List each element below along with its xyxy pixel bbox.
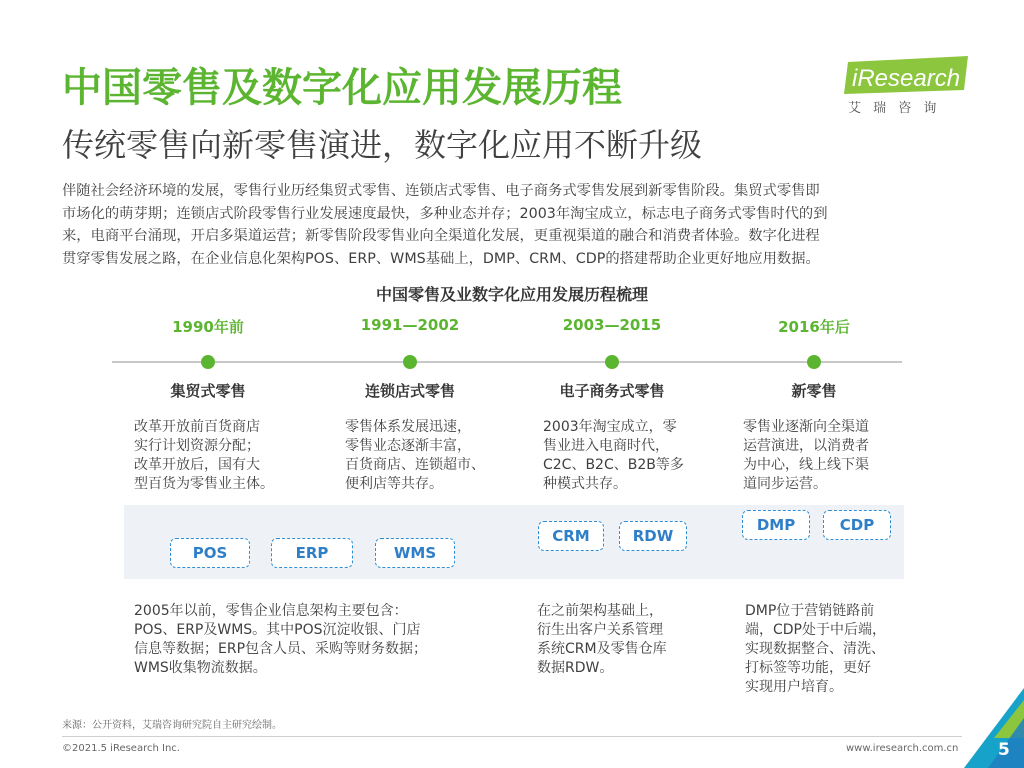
chip-cdp: CDP (823, 510, 891, 540)
stage-description-line: 改革开放前百货商店 (134, 419, 260, 435)
website-link[interactable]: www.iresearch.com.cn (846, 743, 959, 754)
intro-paragraph (62, 180, 972, 270)
stage-description-line: 零售业态逐渐丰富， (345, 438, 471, 454)
intro-line: 伴随社会经济环境的发展，零售行业历经集贸式零售、连锁店式零售、电子商务式零售发展到新零售阶段。集贸式零售即 (62, 183, 820, 199)
note-line: DMP位于营销链路前 (745, 603, 875, 619)
timeline-dot (605, 355, 619, 369)
stage-description-line: 2003年淘宝成立，零 (543, 419, 677, 435)
note-line: 实现数据整合、清洗、 (745, 641, 885, 657)
stage-description-line: 改革开放后，国有大 (134, 457, 260, 473)
note-line: 打标签等功能，更好 (745, 660, 871, 676)
intro-line: 贯穿零售发展之路，在企业信息化架构POS、ERP、WMS基础上，DMP、CRM、CDP的搭建帮助企业更好地应用数据。 (62, 250, 820, 267)
chip-wms: WMS (375, 538, 455, 568)
stage-description (345, 418, 515, 494)
footer-divider (62, 736, 962, 737)
note-line: 信息等数据；ERP包含人员、采购等财务数据； (134, 641, 428, 657)
intro-line: 市场化的萌芽期；连锁店式阶段零售行业发展速度最快，多种业态并存；2003年淘宝成立，标志电子商务式零售时代的到 (62, 205, 828, 222)
stage-description-line: C2C、B2C、B2B等多 (543, 457, 684, 473)
logo-wordmark: iResearch (852, 65, 961, 92)
stage-description (743, 418, 913, 494)
period-label: 1990年前 (172, 318, 244, 336)
timeline-dot (403, 355, 417, 369)
note-line: 端，CDP处于中后端， (745, 622, 886, 638)
page-title: 中国零售及数字化应用发展历程 (62, 65, 622, 111)
note-line: WMS收集物流数据。 (134, 660, 267, 676)
timeline-dot (201, 355, 215, 369)
period-label: 2016年后 (778, 318, 850, 336)
iresearch-logo (840, 54, 980, 124)
stage-description (543, 418, 713, 494)
page-subtitle: 传统零售向新零售演进，数字化应用不断升级 (62, 126, 703, 164)
chip-rdw: RDW (619, 521, 687, 551)
note-line: 2005年以前，零售企业信息架构主要包含： (134, 603, 408, 619)
stage-description-line: 运营演进，以消费者 (743, 438, 869, 454)
note-line: 系统CRM及零售仓库 (537, 641, 667, 657)
systems-note (745, 602, 915, 697)
stage-description-line: 零售体系发展迅速， (345, 419, 471, 435)
chart-title: 中国零售及业数字化应用发展历程梳理 (375, 285, 648, 304)
stage-description (134, 418, 314, 494)
stage-description-line: 零售业逐渐向全渠道 (743, 419, 869, 435)
period-label: 1991—2002 (360, 316, 460, 334)
note-line: 衍生出客户关系管理 (537, 622, 663, 638)
copyright: ©2021.5 iResearch Inc. (62, 743, 180, 754)
chip-pos: POS (170, 538, 250, 568)
stage-description-line: 为中心，线上线下渠 (743, 457, 869, 473)
systems-note (537, 602, 707, 678)
timeline-dot (807, 355, 821, 369)
chip-dmp: DMP (742, 510, 810, 540)
note-line: 实现用户培育。 (745, 679, 843, 695)
stage-name: 集贸式零售 (170, 382, 246, 400)
stage-name: 连锁店式零售 (364, 382, 455, 400)
period-label: 2003—2015 (562, 316, 662, 334)
intro-line: 来，电商平台涌现，开启多渠道运营；新零售阶段零售业向全渠道化发展，更重视渠道的融合和消费者体验。数字化进程 (62, 228, 820, 244)
stage-description-line: 实行计划资源分配； (134, 438, 260, 454)
source-note: 来源：公开资料，艾瑞咨询研究院自主研究绘制。 (62, 720, 282, 731)
stage-description-line: 型百货为零售业主体。 (134, 476, 274, 492)
stage-description-line: 便利店等共存。 (345, 476, 443, 492)
timeline-line (112, 361, 902, 363)
stage-description-line: 道同步运营。 (743, 476, 827, 492)
note-line: 在之前架构基础上， (537, 603, 663, 619)
corner-decoration (954, 688, 1024, 768)
stage-description-line: 种模式共存。 (543, 476, 627, 492)
logo-subtext: 艾 瑞 咨 询 (848, 101, 941, 116)
note-line: 数据RDW。 (537, 660, 614, 676)
systems-note (134, 602, 474, 678)
chip-crm: CRM (538, 521, 604, 551)
stage-description-line: 百货商店、连锁超市、 (345, 457, 485, 473)
stage-name: 新零售 (791, 382, 837, 400)
stage-description-line: 售业进入电商时代， (543, 438, 669, 454)
stage-name: 电子商务式零售 (559, 382, 665, 400)
page-number: 5 (998, 740, 1010, 760)
chip-erp: ERP (271, 538, 353, 568)
note-line: POS、ERP及WMS。其中POS沉淀收银、门店 (134, 622, 421, 638)
